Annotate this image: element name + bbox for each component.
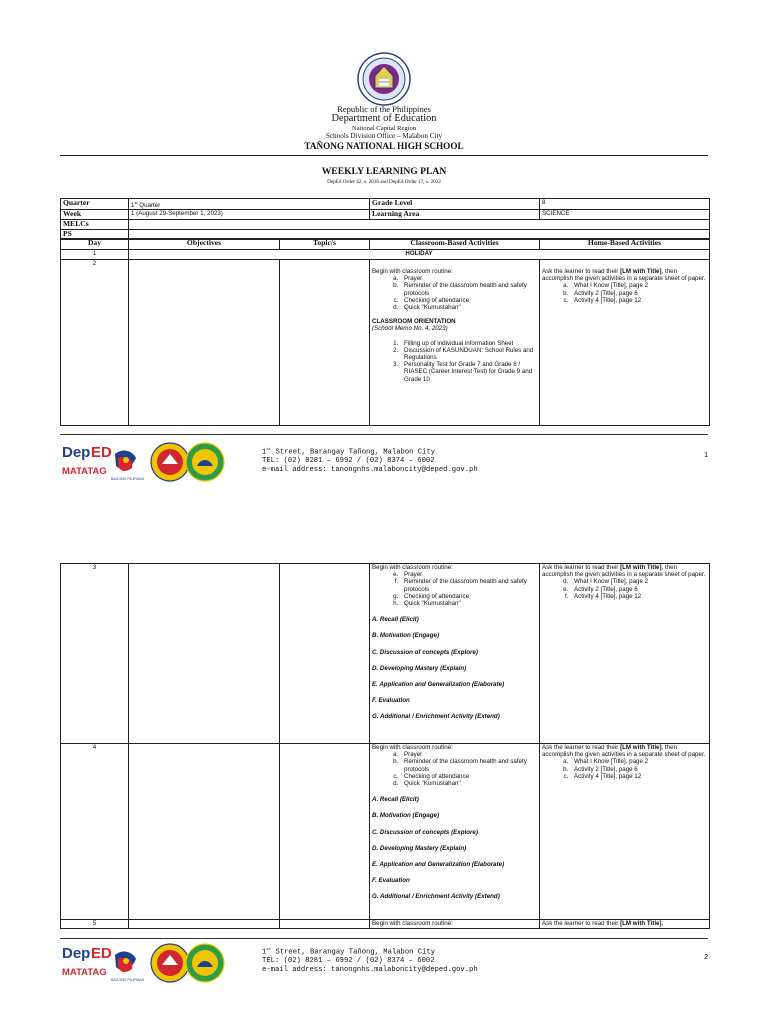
svg-text:Dep: Dep — [62, 444, 91, 461]
table-row-day5 — [61, 920, 710, 929]
list-item: c. Activity 4 [Title], page 12 — [570, 297, 707, 304]
topics-cell — [280, 564, 370, 744]
orientation-memo: (School Memo No. 4, 2023) — [372, 325, 448, 333]
home-intro: Ask the learner to read their [LM with Title], then accomplish the given activities in a separate sheet of paper. — [542, 564, 706, 579]
home-intro: Ask the learner to read their [LM with Title], then accomplish the given activities in a separate sheet of paper. — [542, 268, 706, 283]
footer-divider — [60, 938, 708, 939]
svg-text:ED: ED — [91, 444, 112, 461]
step-recall: A. Recall (Elicit) — [372, 796, 419, 804]
deped-seal-icon — [357, 52, 411, 106]
objectives-cell — [129, 260, 280, 426]
list-item: a. What I Know [Title], page 2 — [570, 282, 707, 289]
activities-table-page1 — [60, 238, 710, 426]
list-item: c. Activity 4 [Title], page 12 — [570, 773, 707, 780]
division-text: Schools Division Office – Malabon City — [325, 132, 443, 140]
list-item: d. What I Know [Title], page 2 — [570, 578, 707, 585]
classroom-cell — [370, 564, 540, 744]
home-cell — [540, 564, 710, 744]
orientation-list — [372, 340, 537, 383]
topics-cell — [280, 920, 370, 929]
routine-intro: Begin with classroom routine: — [372, 744, 453, 751]
step-discussion: C. Discussion of concepts (Explore) — [372, 648, 478, 656]
step-mastery: D. Developing Mastery (Explain) — [372, 664, 467, 672]
home-intro: Ask the learner to read their [LM with Title], then accomplish the given activities in a separate sheet of paper. — [542, 744, 706, 759]
list-item: c. Checking of attendance — [400, 773, 537, 780]
classroom-cell — [370, 260, 540, 426]
melcs-label: MELCs — [61, 220, 129, 230]
svg-text:BAGONG PILIPINAS: BAGONG PILIPINAS — [111, 477, 145, 481]
deped-matatag-logo-icon — [60, 440, 240, 488]
holiday-note: HOLIDAY — [129, 250, 710, 260]
footer-email: e-mail address: tanongnhs.malaboncity@deped.gov.ph — [262, 965, 478, 974]
table-row-day2 — [61, 260, 710, 426]
footer-contact — [262, 446, 478, 474]
step-discussion: C. Discussion of concepts (Explore) — [372, 828, 478, 836]
routine-list — [372, 751, 537, 787]
home-list — [542, 758, 707, 780]
list-item: d. Quick "Kumustahan" — [400, 304, 537, 311]
list-item: d. Quick "Kumustahan" — [400, 780, 537, 787]
step-evaluation: F. Evaluation — [372, 877, 410, 885]
republic-text: Republic of the Philippines — [337, 104, 431, 114]
list-item: f. Activity 4 [Title], page 12 — [570, 593, 707, 600]
grade-level-value: 8 — [540, 199, 710, 210]
step-motivation: B. Motivation (Engage) — [372, 632, 440, 640]
home-list — [542, 578, 707, 600]
table-row-day4 — [61, 744, 710, 920]
home-cell — [540, 260, 710, 426]
list-item: 3. Personality Test for Grade 7 and Grade 8 / RIASEC (Career Interest Test) for Grade 9 and Grade 10 — [400, 361, 537, 383]
column-header-row — [61, 239, 710, 250]
day-number: 5 — [61, 920, 129, 929]
list-item: b. Activity 2 [Title], page 6 — [570, 766, 707, 773]
list-item: e. Activity 2 [Title], page 6 — [570, 586, 707, 593]
page-1 — [0, 0, 768, 500]
week-value: 1 (August 29-September 1, 2023) — [129, 210, 370, 220]
page-gap — [0, 500, 768, 548]
routine-list — [372, 275, 537, 311]
list-item: b. Activity 2 [Title], page 6 — [570, 290, 707, 297]
department-text: Department of Education — [331, 113, 437, 124]
col-topics: Topic/s — [280, 239, 370, 250]
footer-tel: TEL: (02) 8281 – 6992 / (02) 8374 – 6002 — [262, 956, 435, 965]
list-item: f. Reminder of the classroom health and safety protocols — [400, 578, 537, 592]
routine-intro: Begin with classroom routine: — [372, 268, 453, 275]
classroom-cell: Begin with classroom routine: — [370, 920, 540, 929]
step-motivation: B. Motivation (Engage) — [372, 812, 440, 820]
step-application: E. Application and Generalization (Elaborate) — [372, 681, 505, 689]
svg-text:MATATAG: MATATAG — [62, 967, 107, 978]
ps-label: PS — [61, 230, 129, 240]
footer-logos — [60, 440, 240, 488]
day-number: 1 — [61, 250, 129, 260]
learning-area-value: SCIENCE — [540, 210, 710, 220]
col-home: Home-Based Activities — [540, 239, 710, 250]
topics-cell — [280, 744, 370, 920]
region-text: National Capital Region — [351, 125, 417, 132]
footer-contact — [262, 946, 478, 974]
list-item: a. What I Know [Title], page 2 — [570, 758, 707, 765]
table-row-day1 — [61, 250, 710, 260]
list-item: e. Prayer — [400, 571, 537, 578]
col-classroom: Classroom-Based Activities — [370, 239, 540, 250]
col-objectives: Objectives — [129, 239, 280, 250]
learning-area-label: Learning Area — [370, 210, 540, 220]
list-item: h. Quick "Kumustahan" — [400, 600, 537, 607]
activities-table-page2 — [60, 563, 710, 929]
routine-list — [372, 571, 537, 607]
page-2 — [0, 548, 768, 1024]
quarter-value: 1st Quarter — [129, 199, 370, 210]
footer-tel: TEL: (02) 8281 – 6992 / (02) 8374 – 6002 — [262, 456, 435, 465]
plan-title: WEEKLY LEARNING PLAN — [321, 166, 447, 177]
objectives-cell — [129, 920, 280, 929]
footer-address: 1st Street, Barangay Tañong, Malabon City — [262, 448, 436, 457]
list-item: 2. Discussion of KASUNDUAN: School Rules and Regulations — [400, 347, 537, 361]
day-number: 3 — [61, 564, 129, 744]
col-day: Day — [61, 239, 129, 250]
home-cell — [540, 744, 710, 920]
info-table — [60, 198, 710, 240]
home-list — [542, 282, 707, 304]
orientation-title: CLASSROOM ORIENTATION — [372, 318, 456, 326]
home-cell: Ask the learner to read their [LM with Title], — [540, 920, 710, 929]
list-item: b. Reminder of the classroom health and safety protocols — [400, 282, 537, 296]
footer-email: e-mail address: tanongnhs.malaboncity@deped.gov.ph — [262, 465, 478, 474]
day-number: 4 — [61, 744, 129, 920]
list-item: b. Reminder of the classroom health and safety protocols — [400, 758, 537, 772]
footer-divider — [60, 434, 708, 435]
step-recall: A. Recall (Elicit) — [372, 616, 419, 624]
svg-text:Dep: Dep — [62, 945, 91, 962]
school-name: TAÑONG NATIONAL HIGH SCHOOL — [304, 141, 464, 151]
grade-level-label: Grade Level — [370, 199, 540, 210]
footer-address: 1st Street, Barangay Tañong, Malabon City — [262, 948, 436, 957]
step-enrichment: G. Additional / Enrichment Activity (Extend) — [372, 893, 500, 901]
routine-intro: Begin with classroom routine: — [372, 564, 453, 571]
objectives-cell — [129, 744, 280, 920]
deped-matatag-logo-icon — [60, 941, 240, 989]
page-number: 2 — [704, 952, 709, 961]
classroom-cell — [370, 744, 540, 920]
list-item: a. Prayer — [400, 275, 537, 282]
step-mastery: D. Developing Mastery (Explain) — [372, 844, 467, 852]
melcs-value — [129, 220, 710, 230]
list-item: a. Prayer — [400, 751, 537, 758]
footer-logos — [60, 941, 240, 989]
list-item: g. Checking of attendance — [400, 593, 537, 600]
day-number: 2 — [61, 260, 129, 426]
header-divider — [60, 155, 708, 156]
page-number: 1 — [704, 450, 709, 459]
list-item: 1. Filling up of individual information Sheet — [400, 340, 537, 347]
objectives-cell — [129, 564, 280, 744]
week-label: Week — [61, 210, 129, 220]
svg-text:BAGONG PILIPINAS: BAGONG PILIPINAS — [111, 978, 145, 982]
plan-subtitle: DepEd Order 42, s. 2016 and DepEd Order 17, s. 2022 — [327, 179, 441, 185]
list-item: c. Checking of attendance — [400, 297, 537, 304]
table-row-day3 — [61, 564, 710, 744]
svg-text:ED: ED — [91, 945, 112, 962]
topics-cell — [280, 260, 370, 426]
step-evaluation: F. Evaluation — [372, 697, 410, 705]
step-application: E. Application and Generalization (Elaborate) — [372, 861, 505, 869]
quarter-label: Quarter — [61, 199, 129, 210]
svg-text:MATATAG: MATATAG — [62, 466, 107, 477]
step-enrichment: G. Additional / Enrichment Activity (Extend) — [372, 713, 500, 721]
